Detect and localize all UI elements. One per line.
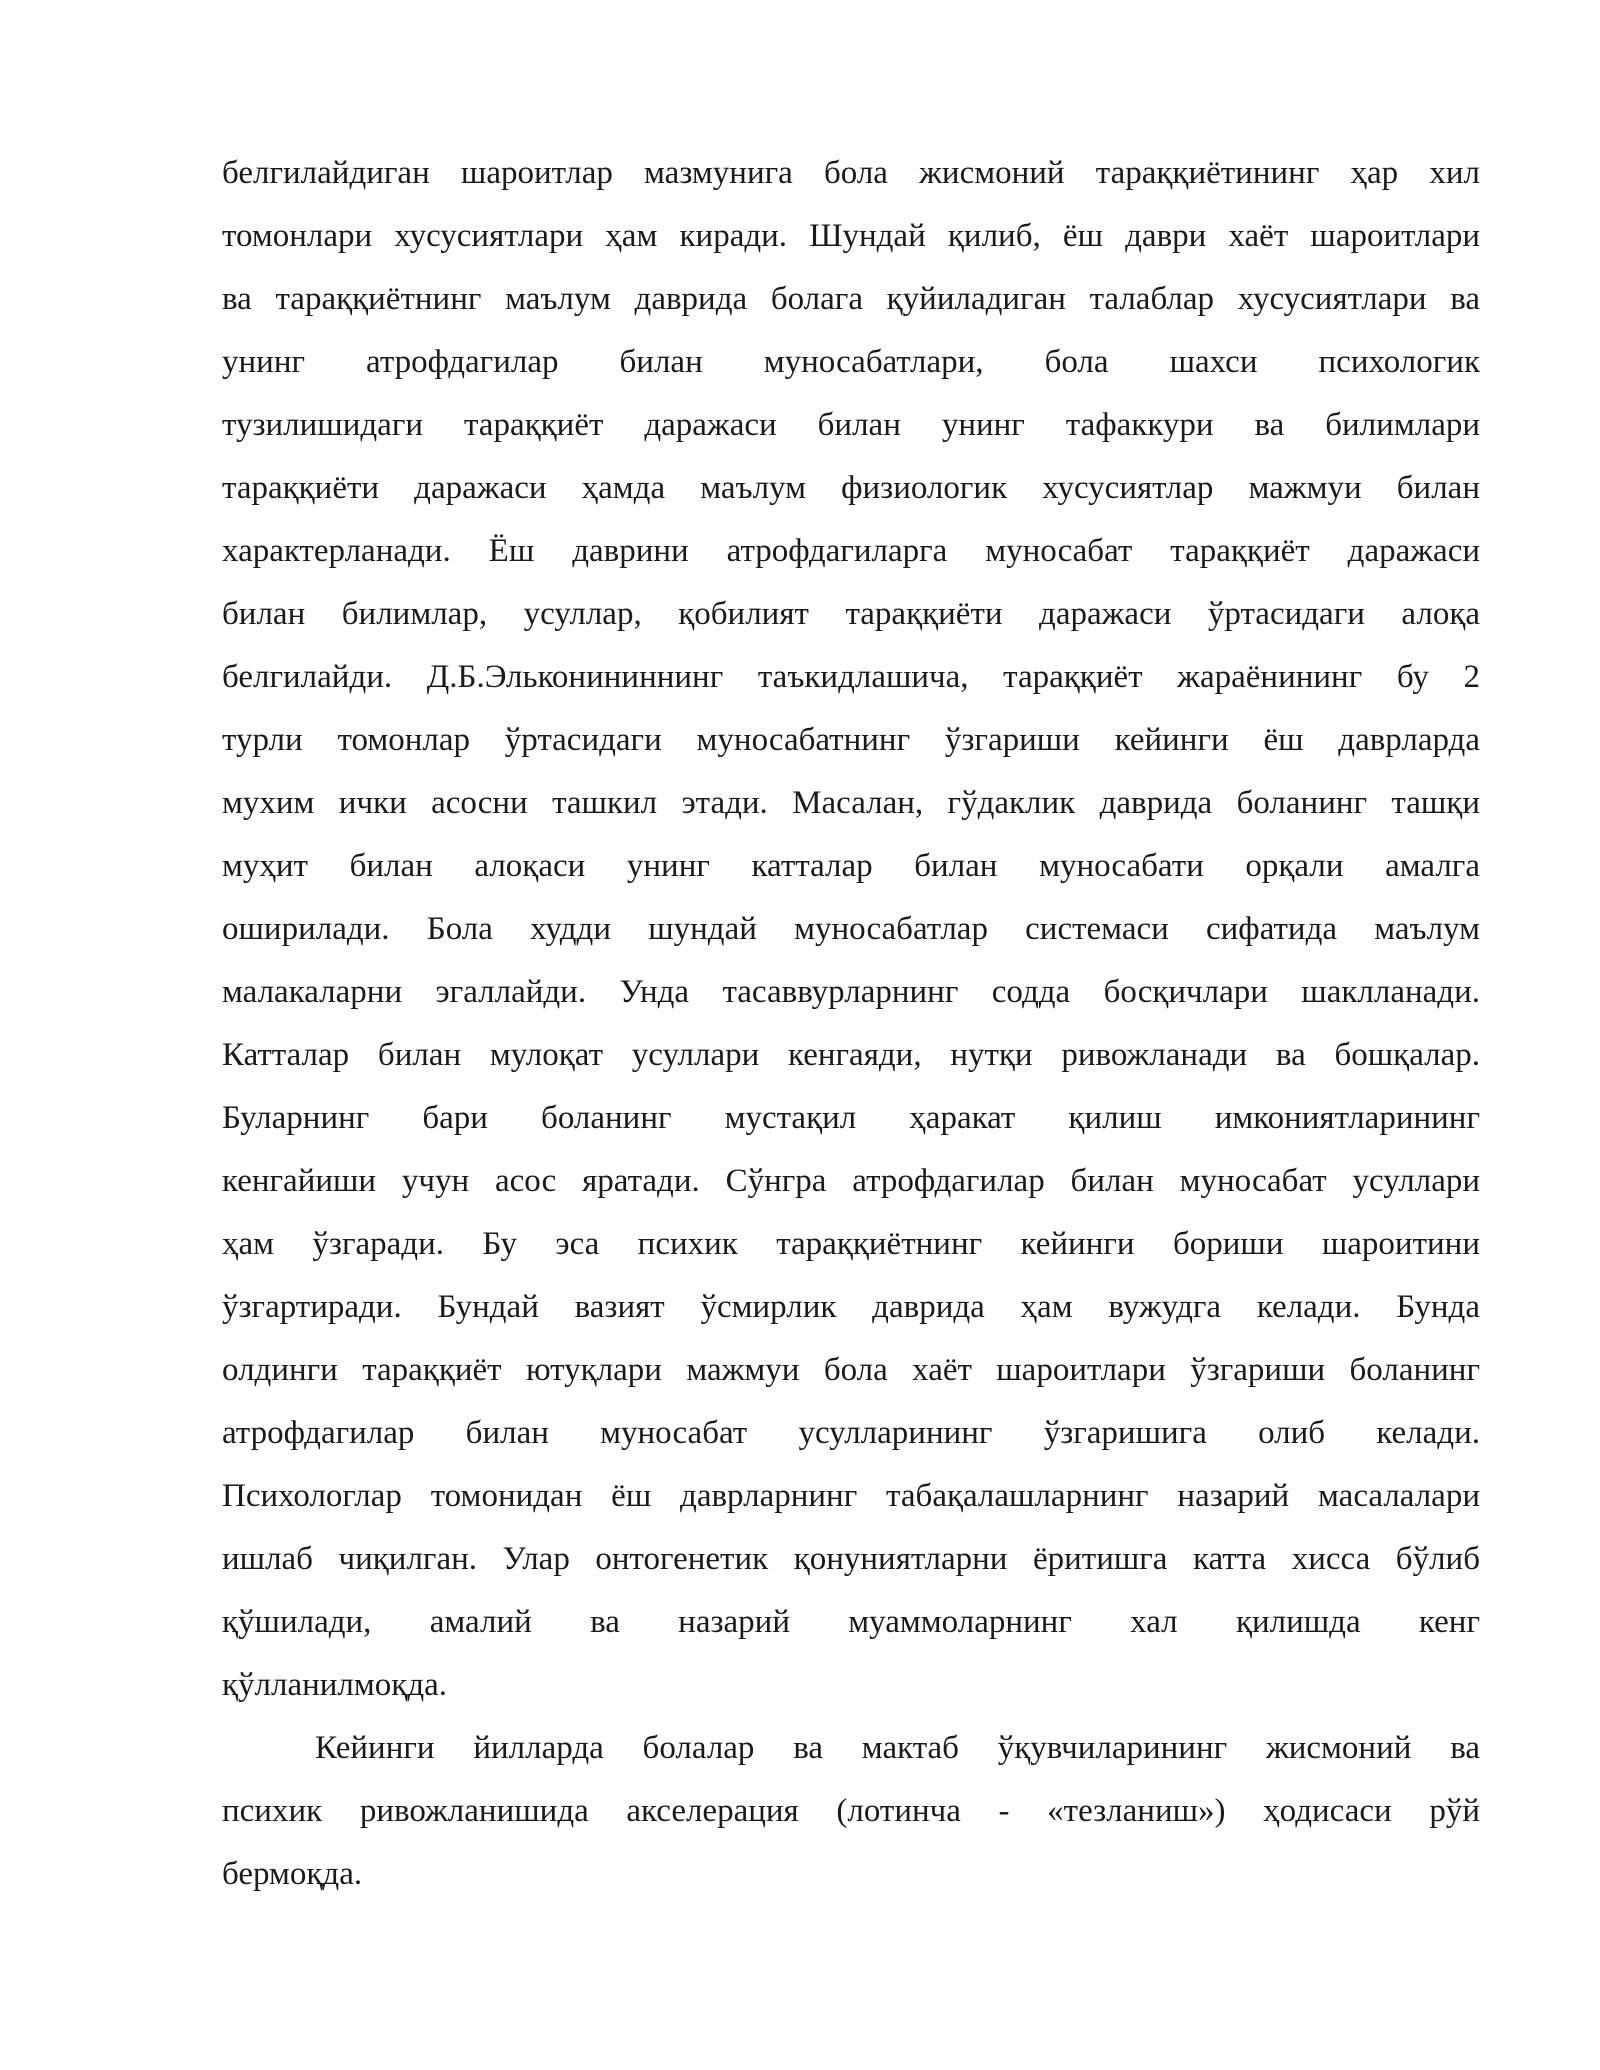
text-line: атрофдагилар билан муносабат усулларининг ўзгаришига олиб келади.	[222, 1415, 1480, 1451]
text-line: ва тараққиётнинг маълум даврида болага қуйиладиган талаблар хусусиятлари ва	[222, 281, 1480, 317]
text-line: Буларнинг бари боланинг мустақил ҳаракат қилиш имкониятларининг	[222, 1100, 1480, 1136]
text-line: Психологлар томонидан ёш даврларнинг табақалашларнинг назарий масалалари	[222, 1478, 1480, 1514]
text-line: қўшилади, амалий ва назарий муаммоларнинг хал қилишда кенг	[222, 1604, 1480, 1640]
text-line: ишлаб чиқилган. Улар онтогенетик қонуниятларни ёритишга катта хисса бўлиб	[222, 1541, 1480, 1577]
paragraph-2	[222, 1717, 1480, 1906]
text-line: унинг атрофдагилар билан муносабатлари, бола шахси психологик	[222, 344, 1480, 380]
text-line: тараққиёти даражаси ҳамда маълум физиологик хусусиятлар мажмуи билан	[222, 470, 1480, 506]
text-line: ҳам ўзгаради. Бу эса психик тараққиётнинг кейинги бориши шароитини	[222, 1226, 1480, 1262]
text-line: кенгайиши учун асос яратади. Сўнгра атрофдагилар билан муносабат усуллари	[222, 1163, 1480, 1199]
text-line: малакаларни эгаллайди. Унда тасаввурларнинг содда босқичлари шаклланади.	[222, 974, 1480, 1010]
text-line: Кейинги йилларда болалар ва мактаб ўқувчиларининг жисмоний ва	[315, 1730, 1480, 1766]
text-line: бермоқда.	[222, 1856, 363, 1892]
text-line: белгилайдиган шароитлар мазмунига бола жисмоний тараққиётининг ҳар хил	[222, 155, 1480, 191]
text-line: психик ривожланишида акселерация (лотинча - «тезланиш») ҳодисаси рўй	[222, 1793, 1480, 1829]
text-line: турли томонлар ўртасидаги муносабатнинг ўзгариши кейинги ёш даврларда	[222, 722, 1480, 758]
text-line: Катталар билан мулоқат усуллари кенгаяди, нутқи ривожланади ва бошқалар.	[222, 1037, 1480, 1073]
text-line: муҳит билан алоқаси унинг катталар билан муносабати орқали амалга	[222, 848, 1480, 884]
text-line: оширилади. Бола худди шундай муносабатлар системаси сифатида маълум	[222, 911, 1480, 947]
document-body	[222, 142, 1480, 1906]
text-line: характерланади. Ёш даврини атрофдагиларга муносабат тараққиёт даражаси	[222, 533, 1480, 569]
text-line: билан билимлар, усуллар, қобилият тараққиёти даражаси ўртасидаги алоқа	[222, 596, 1480, 632]
text-line: мухим ички асосни ташкил этади. Масалан, гўдаклик даврида боланинг ташқи	[222, 785, 1480, 821]
text-line: белгилайди. Д.Б.Эльконининнинг таъкидлашича, тараққиёт жараёнининг бу 2	[222, 659, 1480, 695]
paragraph-1	[222, 142, 1480, 1717]
text-line: олдинги тараққиёт ютуқлари мажмуи бола хаёт шароитлари ўзгариши боланинг	[222, 1352, 1480, 1388]
text-line: томонлари хусусиятлари ҳам киради. Шундай қилиб, ёш даври хаёт шароитлари	[222, 218, 1480, 254]
text-line: тузилишидаги тараққиёт даражаси билан унинг тафаккури ва билимлари	[222, 407, 1480, 443]
text-line: қўлланилмоқда.	[222, 1667, 448, 1703]
text-line: ўзгартиради. Бундай вазият ўсмирлик даврида ҳам вужудга келади. Бунда	[222, 1289, 1480, 1325]
